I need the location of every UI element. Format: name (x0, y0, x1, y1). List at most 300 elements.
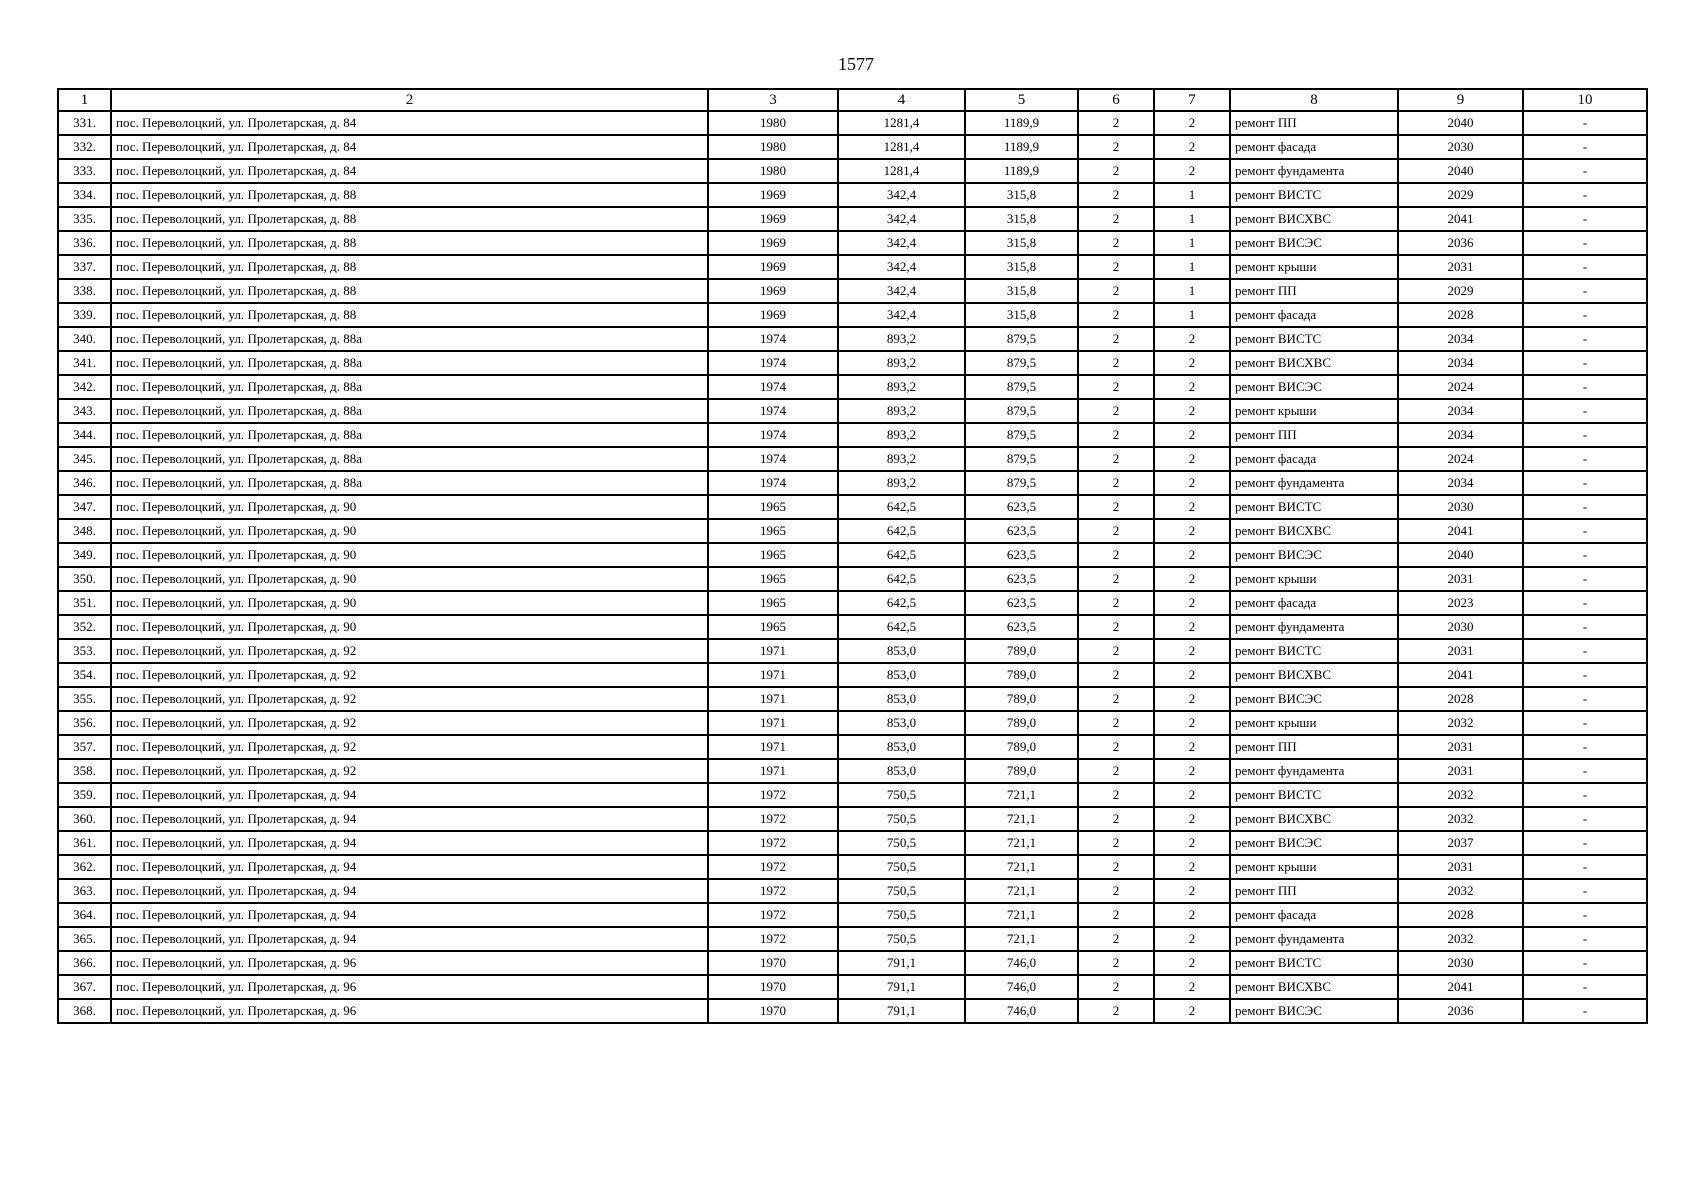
build-year-cell: 1974 (708, 471, 838, 495)
living-area-cell: 1189,9 (965, 159, 1078, 183)
floors-cell: 2 (1078, 711, 1154, 735)
total-area-cell: 1281,4 (838, 135, 965, 159)
table-row (58, 351, 1647, 375)
planned-year-cell: 2023 (1398, 591, 1523, 615)
build-year-cell: 1969 (708, 255, 838, 279)
row-number-cell: 340. (58, 327, 111, 351)
address-cell: пос. Переволоцкий, ул. Пролетарская, д. 88а (111, 327, 708, 351)
table-row (58, 183, 1647, 207)
living-area-cell: 879,5 (965, 423, 1078, 447)
work-type-cell: ремонт ВИСЭС (1230, 543, 1398, 567)
row-number-cell: 336. (58, 231, 111, 255)
header-row (58, 89, 1647, 111)
total-area-cell: 642,5 (838, 495, 965, 519)
build-year-cell: 1972 (708, 927, 838, 951)
living-area-cell: 789,0 (965, 663, 1078, 687)
build-year-cell: 1970 (708, 975, 838, 999)
planned-year-cell: 2036 (1398, 999, 1523, 1023)
row-number-cell: 341. (58, 351, 111, 375)
planned-year-cell: 2024 (1398, 375, 1523, 399)
total-area-cell: 853,0 (838, 663, 965, 687)
living-area-cell: 721,1 (965, 879, 1078, 903)
address-cell: пос. Переволоцкий, ул. Пролетарская, д. 88 (111, 279, 708, 303)
planned-year-cell: 2041 (1398, 207, 1523, 231)
address-cell: пос. Переволоцкий, ул. Пролетарская, д. 84 (111, 111, 708, 135)
entrances-cell: 2 (1154, 615, 1230, 639)
table-row (58, 735, 1647, 759)
planned-year-cell: 2031 (1398, 735, 1523, 759)
planned-year-cell: 2032 (1398, 783, 1523, 807)
floors-cell: 2 (1078, 351, 1154, 375)
address-cell: пос. Переволоцкий, ул. Пролетарская, д. 88а (111, 471, 708, 495)
floors-cell: 2 (1078, 327, 1154, 351)
address-cell: пос. Переволоцкий, ул. Пролетарская, д. 94 (111, 855, 708, 879)
entrances-cell: 2 (1154, 975, 1230, 999)
planned-year-cell: 2032 (1398, 711, 1523, 735)
living-area-cell: 315,8 (965, 231, 1078, 255)
entrances-cell: 2 (1154, 663, 1230, 687)
entrances-cell: 2 (1154, 543, 1230, 567)
total-area-cell: 853,0 (838, 687, 965, 711)
table-row (58, 135, 1647, 159)
work-type-cell: ремонт ПП (1230, 111, 1398, 135)
entrances-cell: 2 (1154, 471, 1230, 495)
total-area-cell: 853,0 (838, 759, 965, 783)
total-area-cell: 791,1 (838, 999, 965, 1023)
entrances-cell: 2 (1154, 903, 1230, 927)
total-area-cell: 853,0 (838, 639, 965, 663)
table-row (58, 303, 1647, 327)
note-cell: - (1523, 879, 1647, 903)
note-cell: - (1523, 615, 1647, 639)
living-area-cell: 721,1 (965, 807, 1078, 831)
table-row (58, 951, 1647, 975)
living-area-cell: 789,0 (965, 735, 1078, 759)
planned-year-cell: 2041 (1398, 663, 1523, 687)
address-cell: пос. Переволоцкий, ул. Пролетарская, д. 92 (111, 687, 708, 711)
work-type-cell: ремонт фундамента (1230, 159, 1398, 183)
row-number-cell: 355. (58, 687, 111, 711)
build-year-cell: 1972 (708, 855, 838, 879)
address-cell: пос. Переволоцкий, ул. Пролетарская, д. 96 (111, 951, 708, 975)
row-number-cell: 363. (58, 879, 111, 903)
note-cell: - (1523, 279, 1647, 303)
planned-year-cell: 2041 (1398, 519, 1523, 543)
address-cell: пос. Переволоцкий, ул. Пролетарская, д. 90 (111, 615, 708, 639)
total-area-cell: 342,4 (838, 207, 965, 231)
planned-year-cell: 2029 (1398, 183, 1523, 207)
planned-year-cell: 2034 (1398, 351, 1523, 375)
planned-year-cell: 2037 (1398, 831, 1523, 855)
entrances-cell: 2 (1154, 375, 1230, 399)
address-cell: пос. Переволоцкий, ул. Пролетарская, д. 88а (111, 447, 708, 471)
floors-cell: 2 (1078, 951, 1154, 975)
total-area-cell: 893,2 (838, 351, 965, 375)
entrances-cell: 2 (1154, 879, 1230, 903)
entrances-cell: 2 (1154, 735, 1230, 759)
note-cell: - (1523, 543, 1647, 567)
entrances-cell: 2 (1154, 135, 1230, 159)
note-cell: - (1523, 111, 1647, 135)
work-type-cell: ремонт ПП (1230, 735, 1398, 759)
work-type-cell: ремонт ВИСХВС (1230, 519, 1398, 543)
table-row (58, 567, 1647, 591)
work-type-cell: ремонт ВИСЭС (1230, 687, 1398, 711)
work-type-cell: ремонт ВИСЭС (1230, 375, 1398, 399)
total-area-cell: 642,5 (838, 615, 965, 639)
build-year-cell: 1974 (708, 447, 838, 471)
planned-year-cell: 2032 (1398, 879, 1523, 903)
entrances-cell: 2 (1154, 639, 1230, 663)
floors-cell: 2 (1078, 471, 1154, 495)
entrances-cell: 2 (1154, 111, 1230, 135)
table-row (58, 663, 1647, 687)
build-year-cell: 1970 (708, 951, 838, 975)
planned-year-cell: 2031 (1398, 567, 1523, 591)
floors-cell: 2 (1078, 783, 1154, 807)
table-row (58, 471, 1647, 495)
floors-cell: 2 (1078, 303, 1154, 327)
address-cell: пос. Переволоцкий, ул. Пролетарская, д. 88 (111, 231, 708, 255)
floors-cell: 2 (1078, 639, 1154, 663)
table-row (58, 279, 1647, 303)
row-number-cell: 338. (58, 279, 111, 303)
work-type-cell: ремонт ВИСХВС (1230, 663, 1398, 687)
address-cell: пос. Переволоцкий, ул. Пролетарская, д. 88 (111, 303, 708, 327)
column-header-3: 3 (708, 89, 838, 111)
note-cell: - (1523, 903, 1647, 927)
entrances-cell: 2 (1154, 567, 1230, 591)
living-area-cell: 721,1 (965, 831, 1078, 855)
row-number-cell: 331. (58, 111, 111, 135)
entrances-cell: 1 (1154, 183, 1230, 207)
living-area-cell: 623,5 (965, 543, 1078, 567)
floors-cell: 2 (1078, 687, 1154, 711)
build-year-cell: 1965 (708, 519, 838, 543)
note-cell: - (1523, 951, 1647, 975)
work-type-cell: ремонт фундамента (1230, 927, 1398, 951)
note-cell: - (1523, 495, 1647, 519)
total-area-cell: 1281,4 (838, 159, 965, 183)
build-year-cell: 1965 (708, 567, 838, 591)
work-type-cell: ремонт ВИСХВС (1230, 975, 1398, 999)
floors-cell: 2 (1078, 663, 1154, 687)
row-number-cell: 368. (58, 999, 111, 1023)
table-row (58, 255, 1647, 279)
row-number-cell: 359. (58, 783, 111, 807)
living-area-cell: 789,0 (965, 687, 1078, 711)
table-row (58, 759, 1647, 783)
floors-cell: 2 (1078, 807, 1154, 831)
note-cell: - (1523, 735, 1647, 759)
row-number-cell: 366. (58, 951, 111, 975)
column-header-2: 2 (111, 89, 708, 111)
total-area-cell: 1281,4 (838, 111, 965, 135)
floors-cell: 2 (1078, 879, 1154, 903)
row-number-cell: 358. (58, 759, 111, 783)
entrances-cell: 2 (1154, 159, 1230, 183)
row-number-cell: 345. (58, 447, 111, 471)
table-row (58, 399, 1647, 423)
row-number-cell: 365. (58, 927, 111, 951)
total-area-cell: 642,5 (838, 567, 965, 591)
build-year-cell: 1965 (708, 591, 838, 615)
address-cell: пос. Переволоцкий, ул. Пролетарская, д. 94 (111, 879, 708, 903)
planned-year-cell: 2030 (1398, 495, 1523, 519)
planned-year-cell: 2034 (1398, 471, 1523, 495)
living-area-cell: 879,5 (965, 375, 1078, 399)
planned-year-cell: 2031 (1398, 855, 1523, 879)
work-type-cell: ремонт фасада (1230, 591, 1398, 615)
total-area-cell: 750,5 (838, 879, 965, 903)
row-number-cell: 334. (58, 183, 111, 207)
floors-cell: 2 (1078, 855, 1154, 879)
address-cell: пос. Переволоцкий, ул. Пролетарская, д. 92 (111, 735, 708, 759)
repair-schedule-table (57, 88, 1648, 1024)
planned-year-cell: 2032 (1398, 807, 1523, 831)
row-number-cell: 349. (58, 543, 111, 567)
living-area-cell: 315,8 (965, 279, 1078, 303)
address-cell: пос. Переволоцкий, ул. Пролетарская, д. 90 (111, 591, 708, 615)
note-cell: - (1523, 351, 1647, 375)
total-area-cell: 893,2 (838, 327, 965, 351)
entrances-cell: 2 (1154, 999, 1230, 1023)
note-cell: - (1523, 855, 1647, 879)
table-row (58, 615, 1647, 639)
build-year-cell: 1980 (708, 159, 838, 183)
build-year-cell: 1969 (708, 183, 838, 207)
build-year-cell: 1969 (708, 231, 838, 255)
entrances-cell: 2 (1154, 687, 1230, 711)
total-area-cell: 342,4 (838, 183, 965, 207)
living-area-cell: 879,5 (965, 327, 1078, 351)
table-row (58, 975, 1647, 999)
address-cell: пос. Переволоцкий, ул. Пролетарская, д. 88а (111, 423, 708, 447)
note-cell: - (1523, 831, 1647, 855)
row-number-cell: 362. (58, 855, 111, 879)
work-type-cell: ремонт ВИСТС (1230, 327, 1398, 351)
table-body (58, 111, 1647, 1023)
living-area-cell: 721,1 (965, 927, 1078, 951)
work-type-cell: ремонт ВИСХВС (1230, 207, 1398, 231)
build-year-cell: 1965 (708, 543, 838, 567)
address-cell: пос. Переволоцкий, ул. Пролетарская, д. 88 (111, 207, 708, 231)
address-cell: пос. Переволоцкий, ул. Пролетарская, д. 90 (111, 543, 708, 567)
work-type-cell: ремонт ВИСТС (1230, 183, 1398, 207)
total-area-cell: 342,4 (838, 279, 965, 303)
floors-cell: 2 (1078, 735, 1154, 759)
row-number-cell: 346. (58, 471, 111, 495)
living-area-cell: 721,1 (965, 903, 1078, 927)
floors-cell: 2 (1078, 447, 1154, 471)
planned-year-cell: 2034 (1398, 399, 1523, 423)
entrances-cell: 2 (1154, 399, 1230, 423)
living-area-cell: 315,8 (965, 303, 1078, 327)
planned-year-cell: 2040 (1398, 111, 1523, 135)
address-cell: пос. Переволоцкий, ул. Пролетарская, д. 90 (111, 495, 708, 519)
table-row (58, 639, 1647, 663)
floors-cell: 2 (1078, 423, 1154, 447)
build-year-cell: 1969 (708, 303, 838, 327)
address-cell: пос. Переволоцкий, ул. Пролетарская, д. 92 (111, 639, 708, 663)
address-cell: пос. Переволоцкий, ул. Пролетарская, д. 88 (111, 255, 708, 279)
address-cell: пос. Переволоцкий, ул. Пролетарская, д. 94 (111, 927, 708, 951)
build-year-cell: 1971 (708, 687, 838, 711)
row-number-cell: 337. (58, 255, 111, 279)
build-year-cell: 1972 (708, 903, 838, 927)
work-type-cell: ремонт ВИСТС (1230, 783, 1398, 807)
living-area-cell: 623,5 (965, 567, 1078, 591)
note-cell: - (1523, 711, 1647, 735)
build-year-cell: 1971 (708, 735, 838, 759)
floors-cell: 2 (1078, 399, 1154, 423)
build-year-cell: 1972 (708, 807, 838, 831)
work-type-cell: ремонт ВИСТС (1230, 495, 1398, 519)
total-area-cell: 342,4 (838, 231, 965, 255)
floors-cell: 2 (1078, 111, 1154, 135)
planned-year-cell: 2030 (1398, 951, 1523, 975)
work-type-cell: ремонт фасада (1230, 447, 1398, 471)
planned-year-cell: 2036 (1398, 231, 1523, 255)
work-type-cell: ремонт ВИСТС (1230, 639, 1398, 663)
row-number-cell: 333. (58, 159, 111, 183)
living-area-cell: 879,5 (965, 351, 1078, 375)
total-area-cell: 642,5 (838, 543, 965, 567)
address-cell: пос. Переволоцкий, ул. Пролетарская, д. 84 (111, 135, 708, 159)
entrances-cell: 2 (1154, 831, 1230, 855)
entrances-cell: 1 (1154, 255, 1230, 279)
planned-year-cell: 2041 (1398, 975, 1523, 999)
address-cell: пос. Переволоцкий, ул. Пролетарская, д. 88а (111, 375, 708, 399)
total-area-cell: 893,2 (838, 471, 965, 495)
note-cell: - (1523, 375, 1647, 399)
row-number-cell: 342. (58, 375, 111, 399)
build-year-cell: 1971 (708, 663, 838, 687)
work-type-cell: ремонт ВИСЭС (1230, 999, 1398, 1023)
entrances-cell: 2 (1154, 711, 1230, 735)
table-row (58, 111, 1647, 135)
note-cell: - (1523, 759, 1647, 783)
floors-cell: 2 (1078, 375, 1154, 399)
living-area-cell: 315,8 (965, 255, 1078, 279)
planned-year-cell: 2029 (1398, 279, 1523, 303)
floors-cell: 2 (1078, 207, 1154, 231)
planned-year-cell: 2031 (1398, 255, 1523, 279)
living-area-cell: 789,0 (965, 759, 1078, 783)
note-cell: - (1523, 183, 1647, 207)
table-row (58, 543, 1647, 567)
living-area-cell: 721,1 (965, 855, 1078, 879)
planned-year-cell: 2034 (1398, 423, 1523, 447)
work-type-cell: ремонт ВИСХВС (1230, 807, 1398, 831)
total-area-cell: 791,1 (838, 975, 965, 999)
living-area-cell: 721,1 (965, 783, 1078, 807)
table-row (58, 999, 1647, 1023)
table-row (58, 927, 1647, 951)
build-year-cell: 1974 (708, 351, 838, 375)
address-cell: пос. Переволоцкий, ул. Пролетарская, д. 94 (111, 903, 708, 927)
work-type-cell: ремонт ВИСХВС (1230, 351, 1398, 375)
row-number-cell: 357. (58, 735, 111, 759)
work-type-cell: ремонт ПП (1230, 879, 1398, 903)
table-row (58, 831, 1647, 855)
planned-year-cell: 2024 (1398, 447, 1523, 471)
column-header-6: 6 (1078, 89, 1154, 111)
build-year-cell: 1972 (708, 879, 838, 903)
entrances-cell: 2 (1154, 759, 1230, 783)
build-year-cell: 1965 (708, 615, 838, 639)
row-number-cell: 344. (58, 423, 111, 447)
note-cell: - (1523, 207, 1647, 231)
column-header-4: 4 (838, 89, 965, 111)
living-area-cell: 746,0 (965, 951, 1078, 975)
total-area-cell: 853,0 (838, 711, 965, 735)
total-area-cell: 893,2 (838, 375, 965, 399)
table-row (58, 159, 1647, 183)
entrances-cell: 1 (1154, 231, 1230, 255)
living-area-cell: 315,8 (965, 207, 1078, 231)
living-area-cell: 789,0 (965, 711, 1078, 735)
note-cell: - (1523, 975, 1647, 999)
planned-year-cell: 2031 (1398, 759, 1523, 783)
build-year-cell: 1972 (708, 783, 838, 807)
column-header-1: 1 (58, 89, 111, 111)
build-year-cell: 1971 (708, 759, 838, 783)
build-year-cell: 1974 (708, 423, 838, 447)
note-cell: - (1523, 687, 1647, 711)
build-year-cell: 1974 (708, 375, 838, 399)
floors-cell: 2 (1078, 255, 1154, 279)
living-area-cell: 879,5 (965, 399, 1078, 423)
living-area-cell: 1189,9 (965, 111, 1078, 135)
entrances-cell: 2 (1154, 807, 1230, 831)
living-area-cell: 623,5 (965, 495, 1078, 519)
entrances-cell: 1 (1154, 303, 1230, 327)
note-cell: - (1523, 663, 1647, 687)
floors-cell: 2 (1078, 135, 1154, 159)
floors-cell: 2 (1078, 927, 1154, 951)
row-number-cell: 352. (58, 615, 111, 639)
address-cell: пос. Переволоцкий, ул. Пролетарская, д. 92 (111, 711, 708, 735)
note-cell: - (1523, 927, 1647, 951)
table-row (58, 375, 1647, 399)
table-row (58, 879, 1647, 903)
build-year-cell: 1974 (708, 327, 838, 351)
living-area-cell: 315,8 (965, 183, 1078, 207)
planned-year-cell: 2031 (1398, 639, 1523, 663)
total-area-cell: 853,0 (838, 735, 965, 759)
planned-year-cell: 2028 (1398, 687, 1523, 711)
floors-cell: 2 (1078, 999, 1154, 1023)
total-area-cell: 750,5 (838, 783, 965, 807)
column-header-8: 8 (1230, 89, 1398, 111)
work-type-cell: ремонт ВИСЭС (1230, 831, 1398, 855)
work-type-cell: ремонт ПП (1230, 423, 1398, 447)
address-cell: пос. Переволоцкий, ул. Пролетарская, д. 96 (111, 999, 708, 1023)
table-row (58, 231, 1647, 255)
total-area-cell: 750,5 (838, 927, 965, 951)
address-cell: пос. Переволоцкий, ул. Пролетарская, д. 84 (111, 159, 708, 183)
table-row (58, 711, 1647, 735)
note-cell: - (1523, 135, 1647, 159)
address-cell: пос. Переволоцкий, ул. Пролетарская, д. 92 (111, 759, 708, 783)
page-number: 1577 (838, 54, 874, 74)
table-row (58, 687, 1647, 711)
planned-year-cell: 2040 (1398, 543, 1523, 567)
work-type-cell: ремонт фасада (1230, 135, 1398, 159)
total-area-cell: 342,4 (838, 303, 965, 327)
work-type-cell: ремонт фундамента (1230, 471, 1398, 495)
